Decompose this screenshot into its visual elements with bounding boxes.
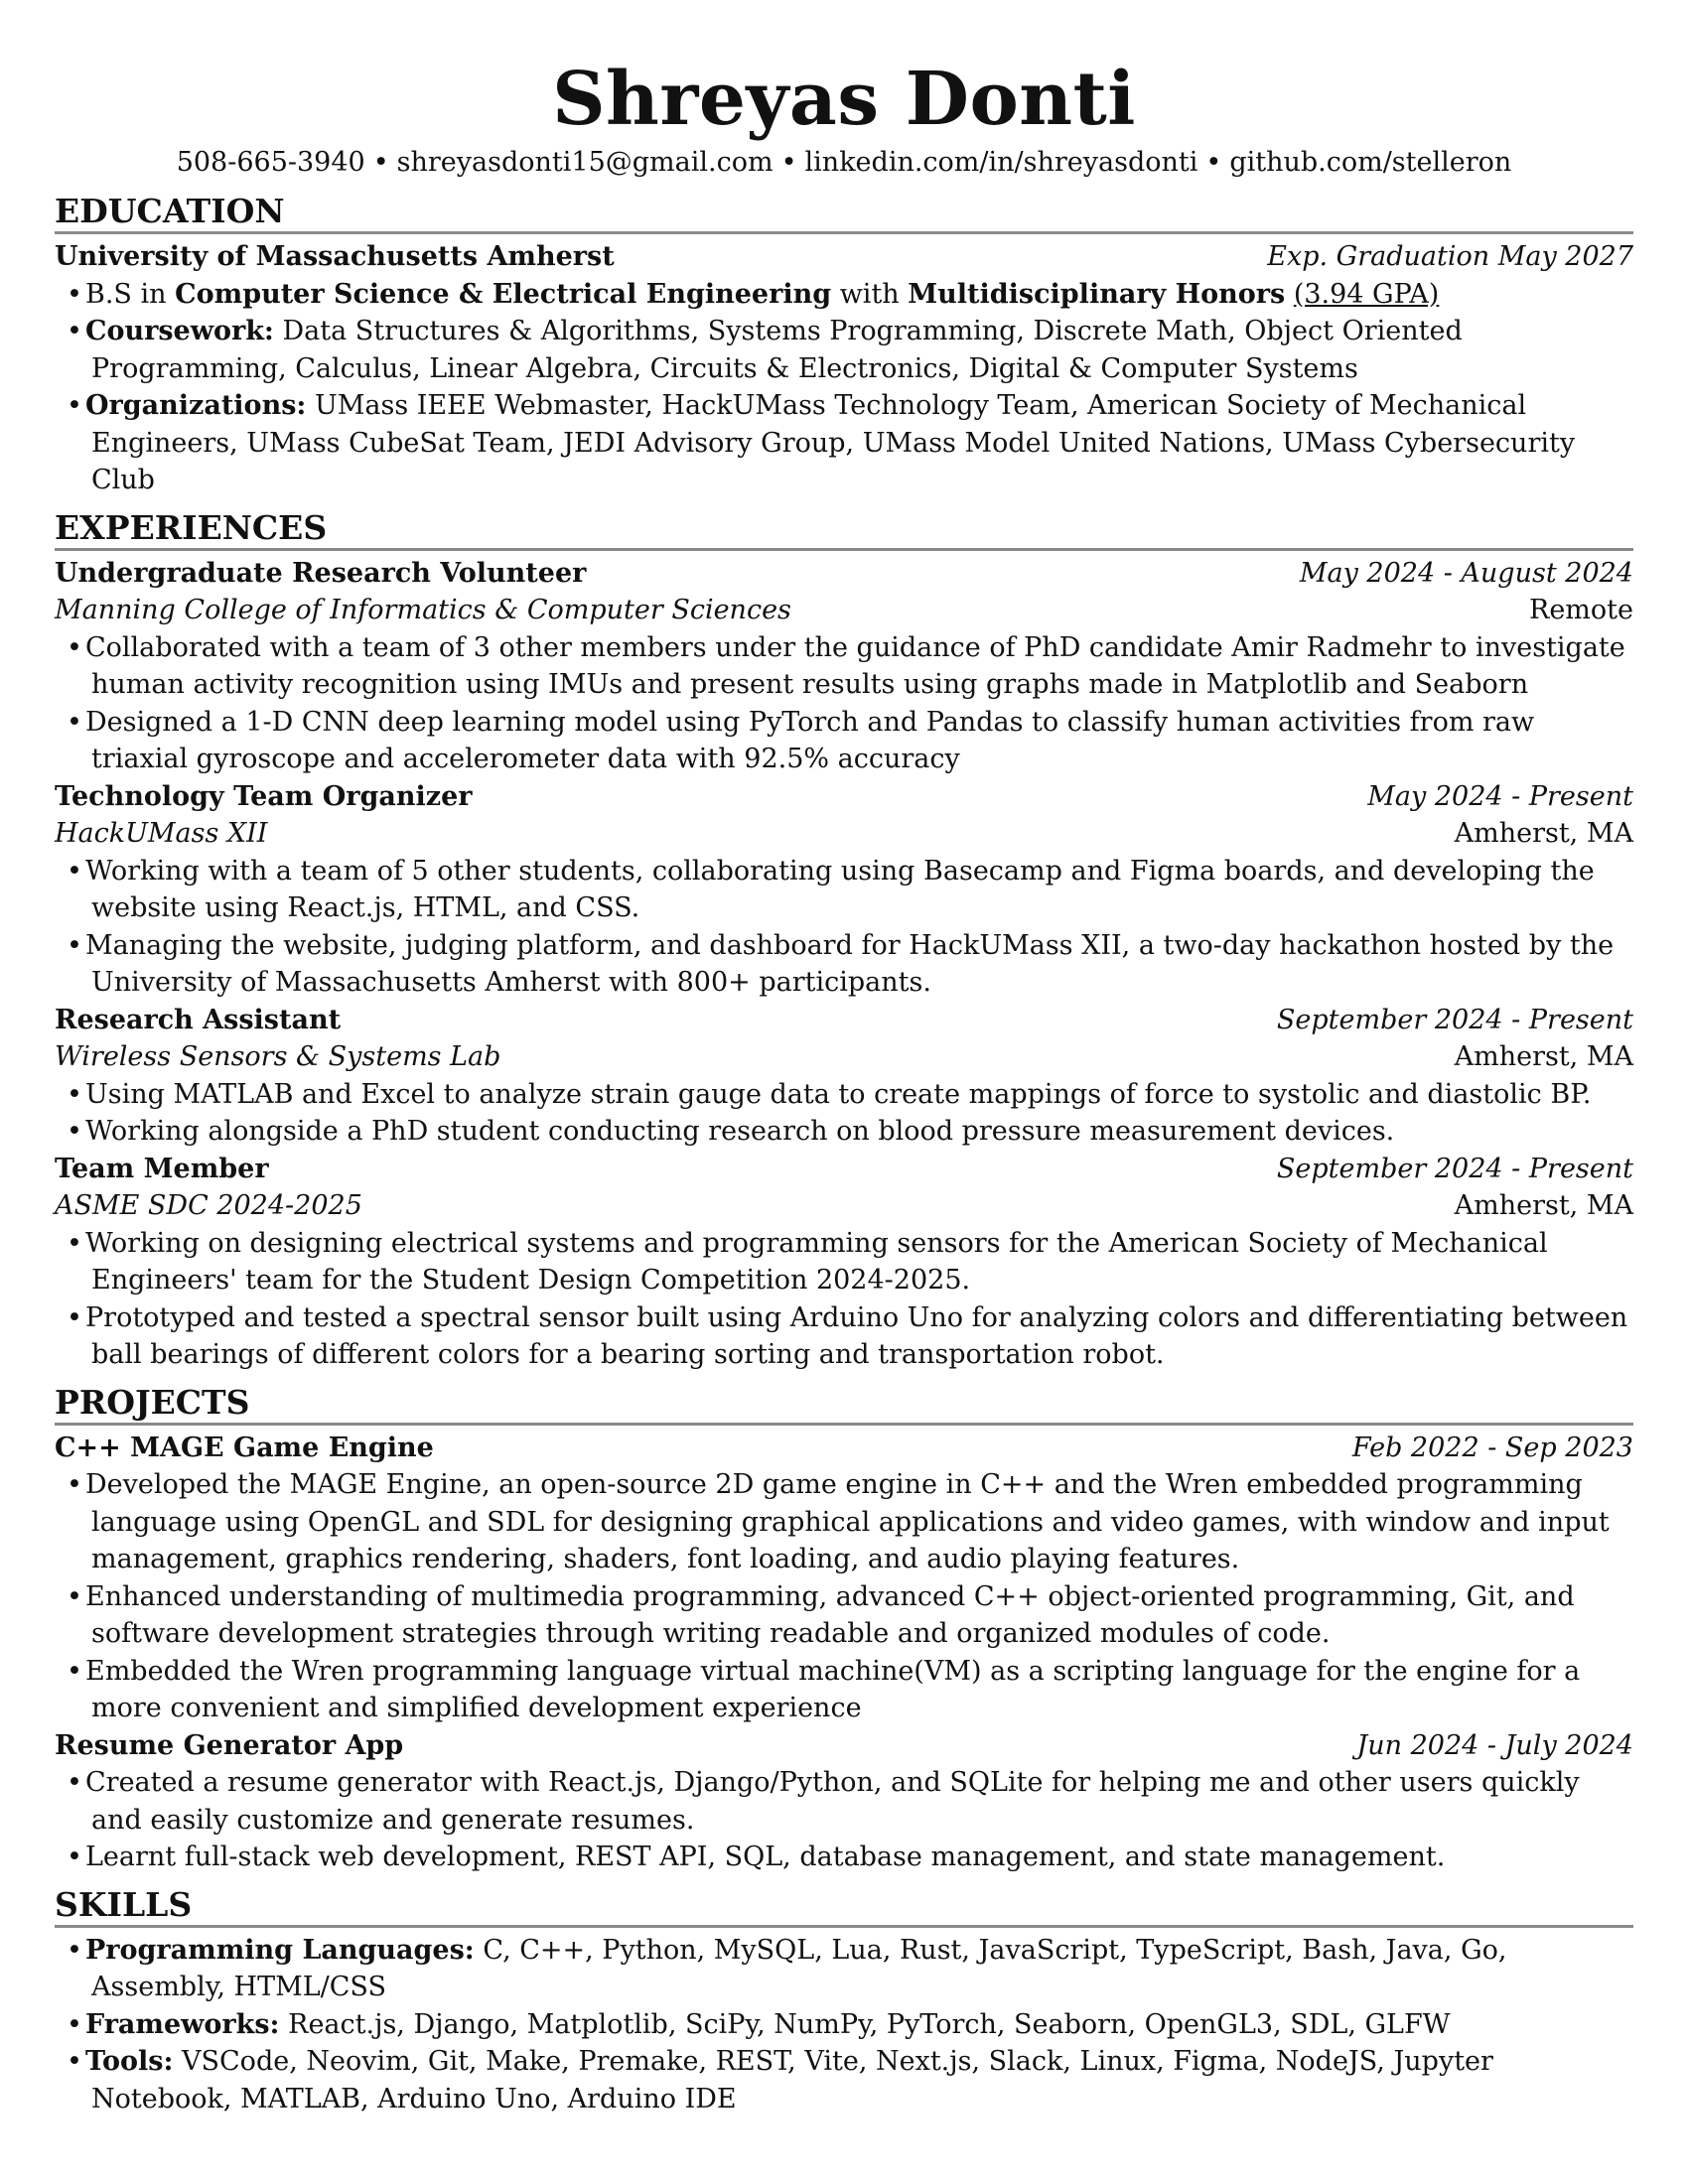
experience-subheader	[55, 592, 1633, 629]
experience-header	[55, 1151, 1633, 1188]
skills-section	[55, 1886, 1633, 2118]
contact-separator: •	[1205, 147, 1222, 178]
degree-major: Computer Science & Electrical Engineering	[175, 278, 832, 310]
degree-with: with	[831, 278, 909, 310]
section-title-education: EDUCATION	[55, 193, 1633, 234]
project-date: Feb 2022 - Sep 2023	[1351, 1432, 1633, 1463]
list-item: • Embedded the Wren programming language virtual machine(VM) as a scripting language for the engine for a more convenient and simplified development experience	[55, 1653, 1633, 1727]
project-header	[55, 1430, 1633, 1467]
experience-date: May 2024 - Present	[1367, 780, 1633, 812]
list-item: • Working on designing electrical systems and programming sensors for the American Society of Mechanical Engineers' team for the Student Design Competition 2024-2025.	[55, 1225, 1633, 1299]
skill-value: React.js, Django, Matplotlib, SciPy, NumPy, PyTorch, Seaborn, OpenGL3, SDL, GLFW	[288, 2008, 1451, 2040]
experience-location: Amherst, MA	[1454, 1190, 1633, 1221]
list-item	[55, 276, 1633, 314]
skill-label: Programming Languages:	[85, 1934, 475, 1966]
education-entry-header	[55, 238, 1633, 276]
coursework-text: Data Structures & Algorithms, Systems Programming, Discrete Math, Object Oriented Programming, Calculus, Linear Algebra, Circuits & Electronics, Digital & Computer Systems	[91, 316, 1463, 384]
experience-location: Amherst, MA	[1454, 818, 1633, 849]
experience-org: Manning College of Informatics & Computer Sciences	[55, 595, 791, 625]
project-name: C++ MAGE Game Engine	[55, 1432, 434, 1463]
project-entry	[55, 1727, 1633, 1876]
experience-date: September 2024 - Present	[1276, 1153, 1633, 1184]
experience-org: ASME SDC 2024-2025	[55, 1190, 362, 1221]
skill-value: VSCode, Neovim, Git, Make, Premake, REST, Vite, Next.js, Slack, Linux, Figma, NodeJS, Jupyter Notebook, MATLAB, Arduino Uno, Arduino IDE	[91, 2046, 1493, 2115]
experience-date: May 2024 - August 2024	[1299, 557, 1633, 589]
resume-page	[55, 56, 1633, 2117]
experience-location: Remote	[1529, 595, 1633, 625]
degree-prefix: B.S in	[85, 278, 176, 310]
experience-header	[55, 555, 1633, 593]
project-bullets	[55, 1764, 1633, 1876]
list-item	[55, 387, 1633, 499]
experience-entry	[55, 1002, 1633, 1151]
list-item: • Collaborated with a team of 3 other members under the guidance of PhD candidate Amir Radmehr to investigate human activity recognition using IMUs and present results using graphs made in Matplotlib and Seaborn	[55, 629, 1633, 704]
projects-section	[55, 1384, 1633, 1876]
organizations-label: Organizations:	[85, 390, 307, 421]
project-name: Resume Generator App	[55, 1729, 404, 1761]
experience-date: September 2024 - Present	[1276, 1004, 1633, 1035]
experience-subheader	[55, 1038, 1633, 1076]
list-item: • Managing the website, judging platform, and dashboard for HackUMass XII, a two-day hackathon hosted by the University of Massachusetts Amherst with 800+ participants.	[55, 927, 1633, 1002]
list-item	[55, 313, 1633, 387]
list-item: • Working alongside a PhD student conducting research on blood pressure measurement devices.	[55, 1113, 1633, 1151]
education-section	[55, 193, 1633, 499]
list-item: • Using MATLAB and Excel to analyze strain gauge data to create mappings of force to systolic and diastolic BP.	[55, 1076, 1633, 1114]
project-header	[55, 1727, 1633, 1765]
experience-location: Amherst, MA	[1454, 1041, 1633, 1072]
experience-entry	[55, 555, 1633, 778]
experience-subheader	[55, 815, 1633, 853]
list-item	[55, 2043, 1633, 2117]
list-item: • Prototyped and tested a spectral sensor built using Arduino Uno for analyzing colors and differentiating between ball bearings of different colors for a bearing sorting and transportation robot.	[55, 1299, 1633, 1374]
list-item: • Designed a 1-D CNN deep learning model using PyTorch and Pandas to classify human activities from raw triaxial gyroscope and accelerometer data with 92.5% accuracy	[55, 704, 1633, 778]
experience-header	[55, 1002, 1633, 1039]
linkedin-link[interactable]: linkedin.com/in/shreyasdonti	[804, 147, 1198, 178]
project-entry	[55, 1430, 1633, 1727]
degree-honors: Multidisciplinary Honors	[908, 278, 1286, 310]
list-item	[55, 2006, 1633, 2044]
experience-bullets	[55, 1225, 1633, 1374]
experience-role: Research Assistant	[55, 1004, 342, 1035]
section-title-projects: PROJECTS	[55, 1384, 1633, 1426]
section-title-experiences: EXPERIENCES	[55, 509, 1633, 551]
github-link[interactable]: github.com/stelleron	[1229, 147, 1512, 178]
experience-role: Technology Team Organizer	[55, 780, 473, 812]
list-item	[55, 1932, 1633, 2006]
contact-line	[55, 143, 1633, 183]
email-link[interactable]: shreyasdonti15@gmail.com	[396, 147, 774, 178]
experience-bullets	[55, 629, 1633, 778]
experience-org: Wireless Sensors & Systems Lab	[55, 1041, 501, 1072]
phone-number: 508-665-3940	[176, 147, 365, 178]
experience-role: Undergraduate Research Volunteer	[55, 557, 587, 589]
school-name: University of Massachusetts Amherst	[55, 241, 615, 272]
contact-separator: •	[780, 147, 797, 178]
experience-entry	[55, 778, 1633, 1002]
list-item: • Created a resume generator with React.js, Django/Python, and SQLite for helping me and other users quickly and easily customize and generate resumes.	[55, 1764, 1633, 1839]
graduation-date: Exp. Graduation May 2027	[1267, 241, 1633, 272]
gpa-link[interactable]: (3.94 GPA)	[1293, 278, 1440, 310]
project-date: Jun 2024 - July 2024	[1356, 1729, 1633, 1761]
coursework-label: Coursework:	[85, 316, 274, 346]
list-item: • Learnt full-stack web development, REST API, SQL, database management, and state management.	[55, 1839, 1633, 1876]
education-bullets	[55, 276, 1633, 499]
experience-bullets	[55, 1076, 1633, 1151]
list-item: • Developed the MAGE Engine, an open-source 2D game engine in C++ and the Wren embedded programming language using OpenGL and SDL for designing graphical applications and video games, with window and input management, graphics rendering, shaders, font loading, and audio playing features.	[55, 1466, 1633, 1578]
skills-bullets	[55, 1932, 1633, 2118]
experience-subheader	[55, 1187, 1633, 1225]
contact-separator: •	[372, 147, 389, 178]
experience-role: Team Member	[55, 1153, 269, 1184]
skill-value: C, C++, Python, MySQL, Lua, Rust, JavaScript, TypeScript, Bash, Java, Go, Assembly, HTML/CSS	[91, 1934, 1507, 2002]
skill-label: Frameworks:	[85, 2008, 280, 2040]
experiences-section	[55, 509, 1633, 1374]
project-bullets	[55, 1466, 1633, 1727]
organizations-text: UMass IEEE Webmaster, HackUMass Technology Team, American Society of Mechanical Engineers, UMass CubeSat Team, JEDI Advisory Group, UMass Model United Nations, UMass Cybersecurity Club	[91, 390, 1576, 495]
experience-entry	[55, 1151, 1633, 1374]
list-item: • Working with a team of 5 other students, collaborating using Basecamp and Figma boards, and developing the website using React.js, HTML, and CSS.	[55, 853, 1633, 927]
experience-bullets	[55, 853, 1633, 1002]
experience-org: HackUMass XII	[55, 818, 268, 849]
candidate-name: Shreyas Donti	[552, 57, 1136, 142]
list-item: • Enhanced understanding of multimedia programming, advanced C++ object-oriented programming, Git, and software development strategies through writing readable and organized modules of code.	[55, 1578, 1633, 1653]
experience-header	[55, 778, 1633, 816]
section-title-skills: SKILLS	[55, 1886, 1633, 1928]
skill-label: Tools:	[85, 2046, 174, 2077]
